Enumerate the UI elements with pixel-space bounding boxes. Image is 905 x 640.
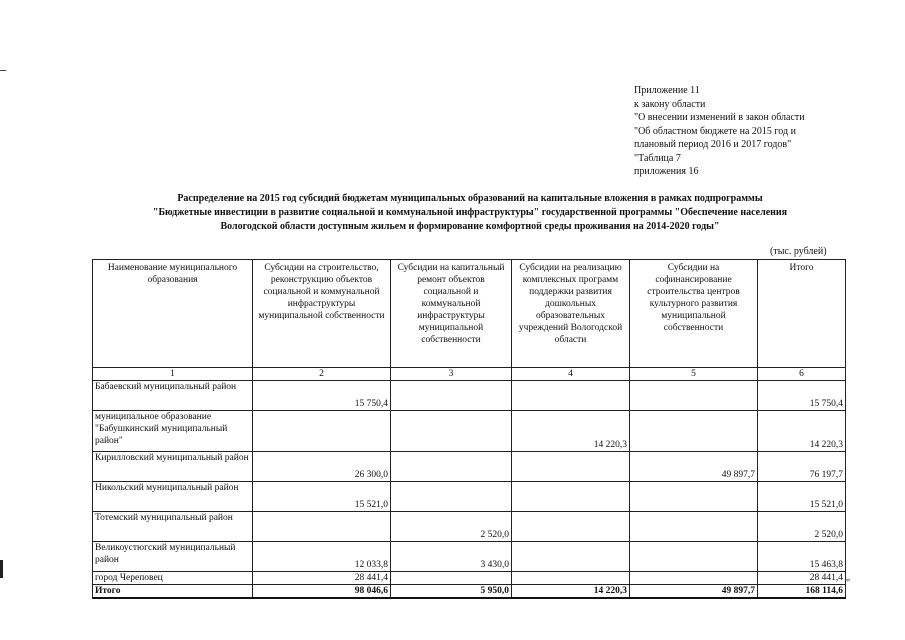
construction-value: 26 300,0	[253, 452, 391, 482]
title-line: "Бюджетные инвестиции в развитие социальной и коммунальной инфраструктуры" государственной программы "Обеспечение населения	[152, 207, 788, 218]
cultural-centers-value: 49 897,7	[630, 452, 758, 482]
total-construction: 98 046,6	[253, 585, 391, 599]
total-value: 28 441,4	[758, 572, 846, 585]
appendix-header	[634, 84, 805, 179]
construction-value: 28 441,4	[253, 572, 391, 585]
header-construction: Субсидии на строительство, реконструкцию объектов социальной и коммунальной инфраструктуры муниципальной собственности	[253, 260, 391, 368]
municipality-name: Бабаевский муниципальный район	[93, 381, 253, 411]
construction-value	[253, 411, 391, 452]
total-label: Итого	[93, 585, 253, 599]
total-value: 76 197,7	[758, 452, 846, 482]
total-cultural-centers: 49 897,7	[630, 585, 758, 599]
cultural-centers-value	[630, 482, 758, 512]
column-number: 1	[93, 368, 253, 381]
header-cultural-centers: Субсидии на софинансирование строительства центров культурного развития муниципальной собственности	[630, 260, 758, 368]
total-capital-repair: 5 950,0	[391, 585, 512, 599]
units-label: (тыс. рублей)	[770, 246, 827, 257]
column-number: 5	[630, 368, 758, 381]
table-row	[93, 572, 846, 585]
table-row	[93, 512, 846, 542]
total-row	[93, 585, 846, 599]
appendix-line: "Об областном бюджете на 2015 год и	[634, 125, 796, 137]
table-row	[93, 542, 846, 572]
appendix-line: "Таблица 7	[634, 152, 681, 164]
total-value: 14 220,3	[758, 411, 846, 452]
column-number: 4	[512, 368, 630, 381]
document-title	[90, 192, 850, 234]
preschool-value	[512, 381, 630, 411]
title-line: Вологодской области доступным жильем и формирование комфортной среды проживания на 2014-2020 годы"	[220, 221, 720, 232]
header-capital-repair: Субсидии на капитальный ремонт объектов социальной и коммунальной инфраструктуры муниципальной собственности	[391, 260, 512, 368]
grand-total: 168 114,6	[758, 585, 846, 599]
scan-edge-bar	[0, 560, 3, 578]
cultural-centers-value	[630, 572, 758, 585]
preschool-value	[512, 512, 630, 542]
capital-repair-value	[391, 482, 512, 512]
municipality-name: Великоустюгский муниципальный район	[93, 542, 253, 572]
cultural-centers-value	[630, 411, 758, 452]
header-municipality: Наименование муниципального образования	[93, 260, 253, 368]
closing-quote: "	[846, 578, 851, 589]
preschool-value: 14 220,3	[512, 411, 630, 452]
construction-value: 15 750,4	[253, 381, 391, 411]
scan-edge-mark	[0, 70, 6, 71]
municipality-name: муниципальное образование "Бабушкинский муниципальный район"	[93, 411, 253, 452]
cultural-centers-value	[630, 381, 758, 411]
municipality-name: Никольский муниципальный район	[93, 482, 253, 512]
column-number: 2	[253, 368, 391, 381]
preschool-value	[512, 452, 630, 482]
column-number: 6	[758, 368, 846, 381]
municipality-name: город Череповец	[93, 572, 253, 585]
preschool-value	[512, 482, 630, 512]
total-value: 15 463,8	[758, 542, 846, 572]
construction-value: 15 521,0	[253, 482, 391, 512]
total-preschool: 14 220,3	[512, 585, 630, 599]
municipality-name: Тотемский муниципальный район	[93, 512, 253, 542]
capital-repair-value	[391, 381, 512, 411]
appendix-line: плановый период 2016 и 2017 годов"	[634, 139, 792, 150]
table-row	[93, 381, 846, 411]
construction-value: 12 033,8	[253, 542, 391, 572]
table-row	[93, 452, 846, 482]
appendix-line: приложения 16	[634, 166, 699, 177]
construction-value	[253, 512, 391, 542]
header-preschool: Субсидии на реализацию комплексных программ поддержки развития дошкольных образовательных учреждений Вологодской области	[512, 260, 630, 368]
total-value: 15 750,4	[758, 381, 846, 411]
appendix-line: "О внесении изменений в закон области	[634, 112, 805, 123]
preschool-value	[512, 542, 630, 572]
capital-repair-value: 3 430,0	[391, 542, 512, 572]
preschool-value	[512, 572, 630, 585]
cultural-centers-value	[630, 512, 758, 542]
column-number: 3	[391, 368, 512, 381]
total-value: 15 521,0	[758, 482, 846, 512]
capital-repair-value	[391, 452, 512, 482]
capital-repair-value	[391, 572, 512, 585]
table-row	[93, 482, 846, 512]
cultural-centers-value	[630, 542, 758, 572]
municipality-name: Кирилловский муниципальный район	[93, 452, 253, 482]
table-row	[93, 411, 846, 452]
header-total: Итого	[758, 260, 846, 368]
appendix-line: Приложение 11	[634, 85, 700, 96]
column-number-row	[93, 368, 846, 381]
capital-repair-value	[391, 411, 512, 452]
title-line: Распределение на 2015 год субсидий бюджетам муниципальных образований на капитальные вложения в рамках подпрограммы	[177, 193, 763, 204]
capital-repair-value: 2 520,0	[391, 512, 512, 542]
total-value: 2 520,0	[758, 512, 846, 542]
appendix-line: к закону области	[634, 98, 706, 110]
table-header-row	[93, 260, 846, 368]
subsidy-table	[92, 259, 846, 599]
